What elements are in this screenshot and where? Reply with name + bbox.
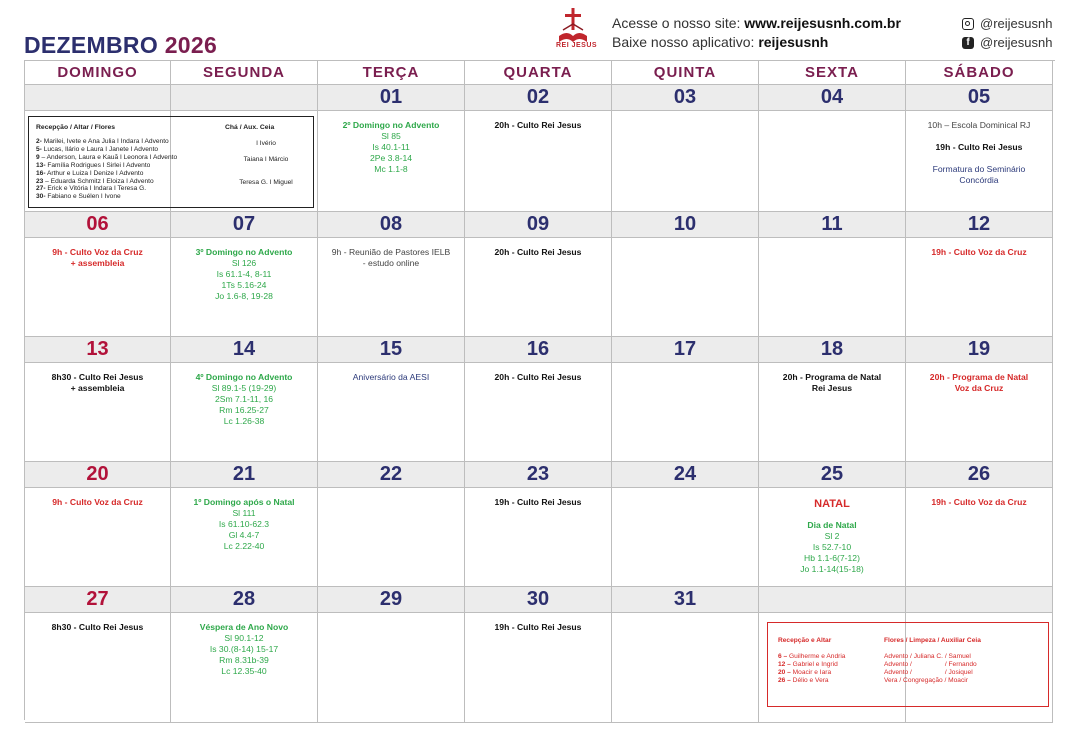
event-line: Gl 4.4-7 bbox=[228, 530, 260, 540]
day-number: 20 bbox=[25, 462, 171, 488]
day-number: 23 bbox=[465, 462, 612, 488]
day-cell[interactable] bbox=[171, 363, 318, 462]
schedule-row bbox=[36, 178, 177, 186]
day-cell[interactable] bbox=[171, 488, 318, 587]
event-line: Is 30.(8-14) 15-17 bbox=[209, 644, 279, 654]
schedule-row bbox=[36, 138, 177, 146]
schedule-row bbox=[36, 193, 177, 201]
weekday-header: QUINTA bbox=[612, 61, 759, 85]
app-line bbox=[612, 34, 828, 50]
event-line bbox=[906, 153, 1052, 164]
schedule-day: 13- bbox=[36, 161, 46, 169]
day-number: 11 bbox=[759, 212, 906, 238]
page-margin bbox=[0, 0, 20, 755]
day-number: 30 bbox=[465, 587, 612, 613]
day-cell[interactable] bbox=[906, 238, 1053, 337]
day-cell[interactable] bbox=[612, 613, 759, 723]
event-line: 4º Domingo no Advento bbox=[195, 372, 293, 382]
schedule-names: Fabiano e Suélen I Ivone bbox=[45, 193, 121, 201]
day-cell[interactable] bbox=[612, 363, 759, 462]
schedule2-left-list bbox=[778, 653, 845, 685]
day-number bbox=[25, 85, 171, 111]
day-cell[interactable] bbox=[612, 111, 759, 212]
event-line: 19h - Culto Rei Jesus bbox=[935, 142, 1023, 152]
schedule2-right-row: Advento / / Josiquel bbox=[884, 668, 973, 676]
event-line: 19h - Culto Voz da Cruz bbox=[931, 497, 1027, 507]
event-line bbox=[906, 131, 1052, 142]
facebook-icon: f bbox=[962, 37, 974, 49]
day-number: 21 bbox=[171, 462, 318, 488]
event-line: Hb 1.1-6(7-12) bbox=[804, 553, 860, 563]
day-cell[interactable] bbox=[25, 488, 171, 587]
schedule2-day: 20 – bbox=[778, 668, 791, 676]
day-number: 04 bbox=[759, 85, 906, 111]
schedule2-header-left: Recepção e Altar bbox=[778, 637, 832, 644]
schedule2-names: Moacir e Iara bbox=[790, 668, 832, 676]
day-cell[interactable] bbox=[465, 238, 612, 337]
schedule-header-right: Chá / Aux. Ceia bbox=[225, 124, 275, 131]
schedule2-names: Délio e Vera bbox=[790, 676, 829, 684]
day-number: 26 bbox=[906, 462, 1053, 488]
schedule-box-december bbox=[28, 116, 314, 208]
event-line: Véspera de Ano Novo bbox=[199, 622, 289, 632]
day-number: 06 bbox=[25, 212, 171, 238]
day-cell[interactable] bbox=[465, 488, 612, 587]
event-line: 20h - Programa de Natal bbox=[782, 372, 882, 382]
schedule-day: 27- bbox=[36, 185, 46, 193]
day-cell[interactable] bbox=[906, 488, 1053, 587]
schedule-row bbox=[36, 162, 177, 170]
event-line: Lc 1.26-38 bbox=[223, 416, 265, 426]
event-line: 3º Domingo no Advento bbox=[195, 247, 293, 257]
schedule-names: Lucas, Ilário e Laura I Janete I Advento bbox=[41, 145, 159, 153]
day-number: 19 bbox=[906, 337, 1053, 363]
weekday-header: SEXTA bbox=[759, 61, 906, 85]
event-line: 20h - Culto Rei Jesus bbox=[494, 247, 582, 257]
schedule2-names: Guilherme e Andria bbox=[787, 653, 846, 660]
day-cell[interactable] bbox=[465, 363, 612, 462]
schedule2-day: 26 – bbox=[778, 676, 791, 684]
day-cell[interactable] bbox=[171, 613, 318, 723]
schedule2-day: 6 – bbox=[778, 653, 788, 660]
schedule2-row bbox=[778, 677, 845, 685]
day-number: 03 bbox=[612, 85, 759, 111]
month-year: 2026 bbox=[164, 32, 218, 58]
day-cell[interactable] bbox=[25, 363, 171, 462]
day-number bbox=[171, 85, 318, 111]
day-number: 13 bbox=[25, 337, 171, 363]
schedule-day: 9 bbox=[36, 153, 40, 161]
instagram-handle: @reijesusnh bbox=[980, 16, 1053, 31]
event-line: Sl 126 bbox=[231, 258, 257, 268]
event-line: Aniversário da AESI bbox=[352, 372, 430, 382]
app-name[interactable]: reijesusnh bbox=[758, 34, 829, 50]
day-number: 28 bbox=[171, 587, 318, 613]
instagram-icon bbox=[962, 18, 974, 30]
day-number: 09 bbox=[465, 212, 612, 238]
event-line: Dia de Natal bbox=[807, 520, 857, 530]
facebook-handle: @reijesusnh bbox=[980, 35, 1053, 50]
event-line: + assembleia bbox=[70, 383, 125, 393]
event-line: Formatura do Seminário bbox=[932, 164, 1026, 174]
schedule-names: Arthur e Luiza I Denize I Advento bbox=[45, 169, 144, 177]
day-cell[interactable] bbox=[759, 111, 906, 212]
day-cell[interactable] bbox=[759, 363, 906, 462]
day-cell[interactable] bbox=[759, 238, 906, 337]
event-line: 19h - Culto Rei Jesus bbox=[494, 622, 582, 632]
event-line: 10h – Escola Dominical RJ bbox=[927, 120, 1031, 130]
schedule-list bbox=[36, 138, 177, 201]
day-cell[interactable] bbox=[465, 613, 612, 723]
event-line: 2º Domingo no Advento bbox=[342, 120, 440, 130]
event-line: Is 52.7-10 bbox=[812, 542, 852, 552]
day-cell[interactable] bbox=[906, 111, 1053, 212]
event-line: Rm 16.25-27 bbox=[219, 405, 269, 415]
weekday-header: SEGUNDA bbox=[171, 61, 318, 85]
day-number: 10 bbox=[612, 212, 759, 238]
event-line: Jo 1.6-8, 19-28 bbox=[215, 291, 273, 301]
day-number: 07 bbox=[171, 212, 318, 238]
schedule-day: 30- bbox=[36, 193, 46, 201]
day-number: 16 bbox=[465, 337, 612, 363]
event-line: Sl 111 bbox=[232, 508, 256, 518]
schedule2-row bbox=[778, 653, 845, 661]
event-line: + assembleia bbox=[70, 258, 125, 268]
month-title bbox=[24, 32, 217, 59]
day-number: 01 bbox=[318, 85, 465, 111]
day-number: 02 bbox=[465, 85, 612, 111]
day-cell[interactable] bbox=[318, 363, 465, 462]
day-number: 15 bbox=[318, 337, 465, 363]
schedule-row bbox=[36, 154, 177, 162]
day-number bbox=[906, 587, 1053, 613]
event-line: 9h - Culto Voz da Cruz bbox=[52, 497, 143, 507]
schedule-right-entry: Teresa G. I Miguel bbox=[239, 179, 293, 186]
site-url[interactable]: www.reijesusnh.com.br bbox=[744, 15, 901, 31]
schedule-names: Marilei, Ivete e Ana Julia I Indara I Advento bbox=[41, 138, 169, 145]
event-line: Mc 1.1-8 bbox=[374, 164, 408, 174]
schedule-row bbox=[36, 185, 177, 193]
event-line: Rm 8.31b-39 bbox=[219, 655, 269, 665]
event-line: Rei Jesus bbox=[811, 383, 853, 393]
day-cell[interactable] bbox=[25, 238, 171, 337]
event-line: Lc 12.35-40 bbox=[221, 666, 267, 676]
day-number: 29 bbox=[318, 587, 465, 613]
day-number: 17 bbox=[612, 337, 759, 363]
day-number: 27 bbox=[25, 587, 171, 613]
event-line: 19h - Culto Voz da Cruz bbox=[931, 247, 1027, 257]
event-line: Is 61.1-4, 8-11 bbox=[216, 269, 272, 279]
day-number: 18 bbox=[759, 337, 906, 363]
day-cell[interactable] bbox=[318, 613, 465, 723]
schedule2-row bbox=[778, 661, 845, 669]
event-line: 1Ts 5.16-24 bbox=[221, 280, 267, 290]
day-cell[interactable] bbox=[612, 238, 759, 337]
schedule2-header-right: Flores / Limpeza / Auxiliar Ceia bbox=[884, 637, 981, 644]
schedule2-right-row: Vera / Congregação / Moacir bbox=[884, 676, 968, 684]
schedule-row bbox=[36, 170, 177, 178]
day-cell[interactable] bbox=[906, 363, 1053, 462]
day-cell[interactable] bbox=[318, 111, 465, 212]
event-line: Jo 1.1-14(15-18) bbox=[800, 564, 864, 574]
schedule2-names: Gabriel e Ingrid bbox=[790, 660, 838, 668]
schedule-row bbox=[36, 146, 177, 154]
event-line: 20h - Programa de Natal bbox=[929, 372, 1029, 382]
schedule-names: – Eduarda Schmitz I Eloiza I Advento bbox=[43, 177, 154, 185]
event-line: 2Pe 3.8-14 bbox=[369, 153, 413, 163]
schedule-right-entry: I Ivério bbox=[256, 140, 276, 147]
event-line: NATAL bbox=[814, 498, 850, 510]
day-number: 24 bbox=[612, 462, 759, 488]
day-cell[interactable] bbox=[25, 613, 171, 723]
month-name: DEZEMBRO bbox=[24, 32, 159, 58]
event-line: Concórdia bbox=[959, 175, 999, 185]
event-line: Sl 2 bbox=[824, 531, 840, 541]
app-prefix: Baixe nosso aplicativo: bbox=[612, 34, 759, 50]
schedule2-day: 12 – bbox=[778, 660, 791, 668]
schedule-day: 5- bbox=[36, 145, 42, 153]
schedule2-right-list bbox=[884, 653, 977, 685]
event-line: 8h30 - Culto Rei Jesus bbox=[51, 622, 144, 632]
event-line: Sl 90.1-12 bbox=[224, 633, 264, 643]
event-line: 19h - Culto Rei Jesus bbox=[494, 497, 582, 507]
day-number: 12 bbox=[906, 212, 1053, 238]
day-cell[interactable] bbox=[318, 238, 465, 337]
day-number bbox=[759, 587, 906, 613]
schedule-day: 16- bbox=[36, 169, 46, 177]
schedule-names: – Anderson, Laura e Kauã I Leonora I Advento bbox=[39, 153, 178, 161]
day-number: 08 bbox=[318, 212, 465, 238]
schedule-right-entry: Taiana I Márcio bbox=[243, 156, 289, 163]
event-line: 8h30 - Culto Rei Jesus bbox=[51, 372, 144, 382]
day-cell[interactable] bbox=[612, 488, 759, 587]
event-line: 9h - Culto Voz da Cruz bbox=[52, 247, 143, 257]
day-cell[interactable] bbox=[318, 488, 465, 587]
event-line: Is 61.10-62.3 bbox=[218, 519, 270, 529]
day-number: 05 bbox=[906, 85, 1053, 111]
site-line bbox=[612, 15, 901, 31]
event-line: 20h - Culto Rei Jesus bbox=[494, 120, 582, 130]
instagram-link[interactable] bbox=[962, 16, 1052, 31]
schedule-box-holidays bbox=[767, 622, 1049, 707]
schedule-header-left: Recepção / Altar / Flores bbox=[36, 124, 116, 131]
facebook-link[interactable] bbox=[962, 35, 1052, 50]
event-line: Sl 85 bbox=[381, 131, 401, 141]
day-cell[interactable] bbox=[759, 488, 906, 587]
schedule-names: Família Rodrigues I Sirlei I Advento bbox=[45, 161, 151, 169]
event-line: 20h - Culto Rei Jesus bbox=[494, 372, 582, 382]
logo-text: REI JESUS bbox=[556, 42, 598, 49]
weekday-header: TERÇA bbox=[318, 61, 465, 85]
day-number: 31 bbox=[612, 587, 759, 613]
event-line: Voz da Cruz bbox=[954, 383, 1004, 393]
schedule-day: 2- bbox=[36, 138, 42, 145]
event-line: 9h - Reunião de Pastores IELB bbox=[331, 247, 451, 257]
event-line: Sl 89.1-5 (19-29) bbox=[211, 383, 277, 393]
day-cell[interactable] bbox=[465, 111, 612, 212]
event-line: Lc 2.22-40 bbox=[223, 541, 265, 551]
event-line: Is 40.1-11 bbox=[372, 142, 410, 152]
day-number: 25 bbox=[759, 462, 906, 488]
weekday-header: QUARTA bbox=[465, 61, 612, 85]
schedule2-row bbox=[778, 669, 845, 677]
event-line: 2Sm 7.1-11, 16 bbox=[214, 394, 274, 404]
schedule2-right-row: Advento / / Fernando bbox=[884, 660, 977, 668]
day-number: 22 bbox=[318, 462, 465, 488]
schedule-day: 23 bbox=[36, 177, 44, 185]
weekday-header: DOMINGO bbox=[25, 61, 171, 85]
schedule-names: Erick e Vitória I Indara I Teresa G. bbox=[45, 185, 147, 193]
day-cell[interactable] bbox=[171, 238, 318, 337]
weekday-header: SÁBADO bbox=[906, 61, 1053, 85]
site-prefix: Acesse o nosso site: bbox=[612, 15, 745, 31]
event-line: 1º Domingo após o Natal bbox=[193, 497, 295, 507]
schedule2-right-row: Advento / Juliana C. / Samuel bbox=[884, 653, 971, 660]
event-line: - estudo online bbox=[362, 258, 420, 268]
day-number: 14 bbox=[171, 337, 318, 363]
